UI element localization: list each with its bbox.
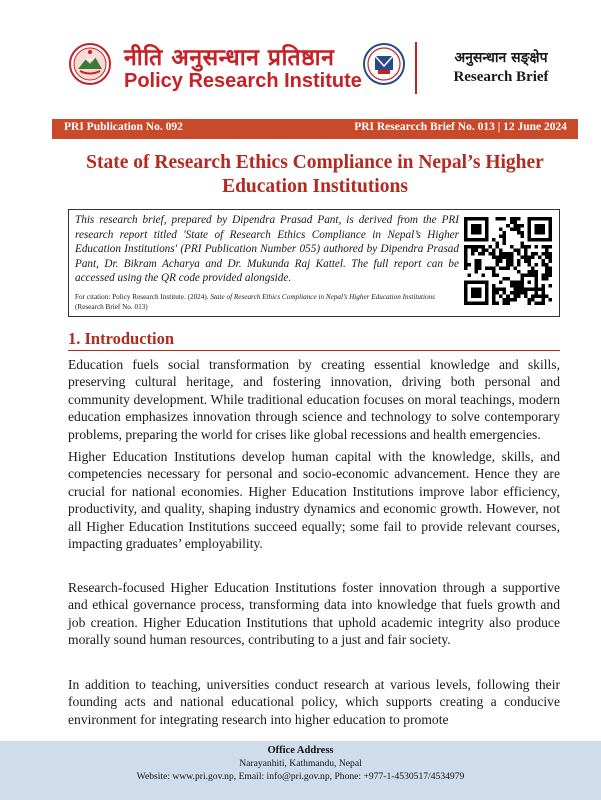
header-divider bbox=[415, 42, 417, 94]
citation-title: State of Research Ethics Compliance in Nepal’s Higher Education Institutions bbox=[210, 293, 435, 301]
brief-type-english: Research Brief bbox=[453, 69, 549, 85]
paragraph: In addition to teaching, universities conduct research at various levels, following their founding acts and national educational policy, which supports creating a conducive environment for integrating research into higher education to promote bbox=[68, 677, 560, 727]
org-name-english: Policy Research Institute bbox=[124, 70, 362, 92]
qr-code-icon[interactable] bbox=[464, 217, 552, 305]
section-title: 1. Introduction bbox=[68, 329, 175, 348]
paragraph: Research-focused Higher Education Institutions foster innovation through a supportive and ethical governance process, transforming data into knowledge that fuels growth and job creation. Higher Education Institutions that uphold academic integrity also produce morally sound human resources, contributing to a just and fair society. bbox=[68, 580, 560, 648]
document-title: State of Research Ethics Compliance in Nepal’s Higher Education Institutions bbox=[86, 152, 544, 197]
nepal-emblem-logo bbox=[68, 42, 112, 86]
citation bbox=[75, 292, 459, 312]
org-name-nepali: नीति अनुसन्धान प्रतिष्ठान bbox=[124, 45, 335, 71]
paragraph: Higher Education Institutions develop human capital with the knowledge, skills, and competencies necessary for personal and socio-economic advancement. Hence they are crucial for national economies. Higher Education Institutions improve labor efficiency, productivity, and quality, shaping industry dynamics and economic growth. However, not all Higher Education Institutions succeed equally; some fail to provide relevant courses, impacting graduates’ employability. bbox=[68, 449, 560, 552]
section-rule bbox=[68, 350, 560, 351]
footer-address: Narayanhiti, Kathmandu, Nepal bbox=[239, 758, 362, 769]
brief-type-nepali: अनुसन्धान सङ्क्षेप bbox=[454, 50, 548, 66]
paragraph: Education fuels social transformation by creating essential knowledge and skills, preserving cultural heritage, and fostering innovation, driving both personal and community development. While traditional education focuses on moral teachings, modern education emphasizes innovation through science and technology to solve contemporary problems, preparing the world for crises like global recessions and health emergencies. bbox=[68, 357, 560, 442]
brief-number-date: PRI Researcch Brief No. 013 | 12 June 2024 bbox=[354, 121, 567, 133]
summary-text: This research brief, prepared by Dipendra Prasad Pant, is derived from the PRI research report titled 'State of Research Ethics Compliance in Nepal’s Higher Education Institutions' (PRI Publication Number 055) authored by Dipendra Prasad Pant, Dr. Bikram Acharya and Dr. Mukunda Raj Kattel. The full report can be accessed using the QR code provided alongside. bbox=[75, 214, 459, 285]
footer-title: Office Address bbox=[267, 745, 334, 756]
publication-number: PRI Publication No. 092 bbox=[64, 121, 183, 133]
footer-contact: Website: www.pri.gov.np, Email: info@pri.gov.np, Phone: +977-1-4530517/4534979 bbox=[136, 771, 465, 782]
citation-prefix: For citation: Policy Research Institute. (2024). bbox=[75, 293, 211, 301]
citation-suffix: (Research Brief No. 013) bbox=[75, 303, 148, 311]
pri-logo bbox=[362, 42, 406, 86]
